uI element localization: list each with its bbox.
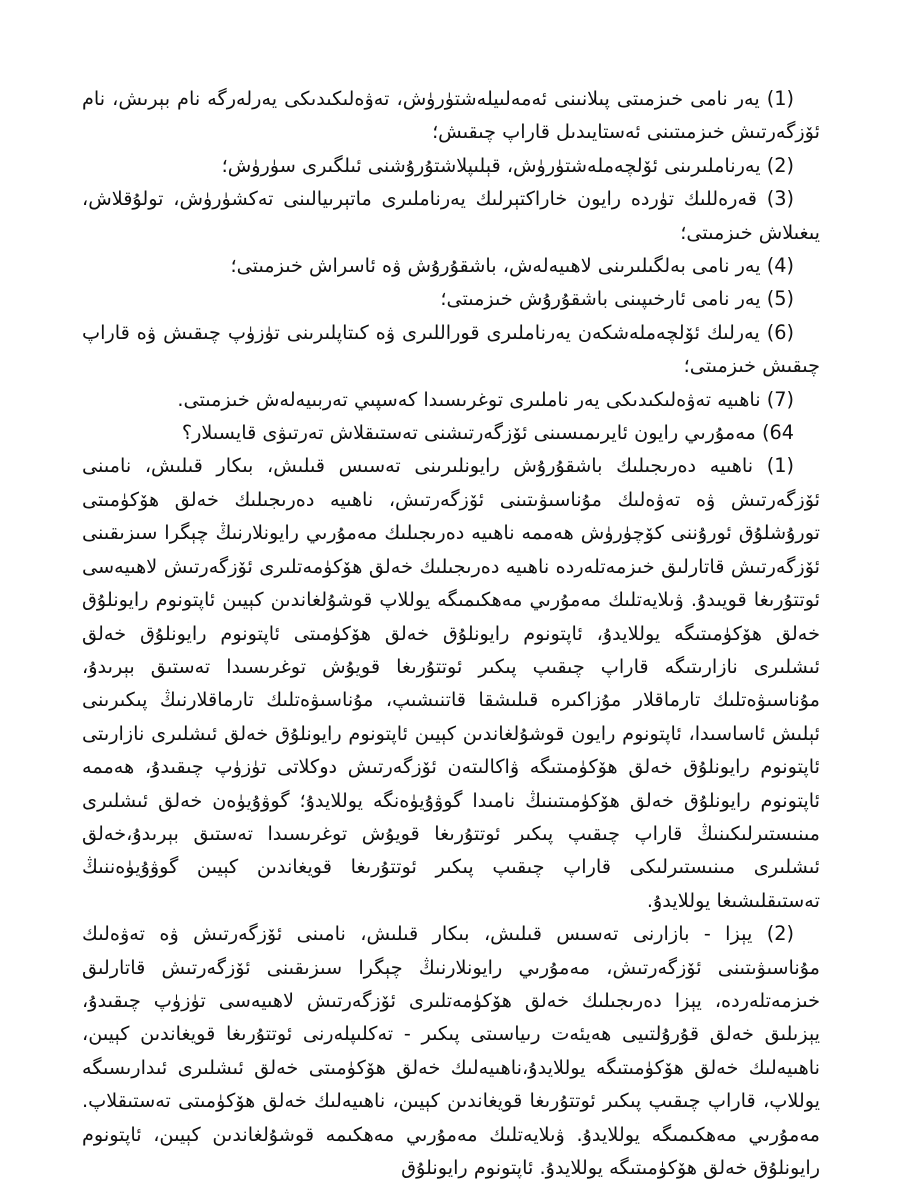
paragraph-item-5: (5) يەر نامى ئارخىپىنى باشقۇرۇش خىزمىتى؛ xyxy=(440,287,794,311)
paragraph-item-6: (6) يەرلىك ئۆلچەملەشكەن يەرناملىرى قوراللىرى ۋە كىتاپلىرىنى تۈزۈپ چىقىش ۋە قاراپ چىقىش خىزمىتى؛ xyxy=(82,320,820,378)
paragraph-item-4: (4) يەر نامى بەلگىلىرىنى لاھىيەلەش، باشقۇرۇش ۋە ئاسراش خىزمىتى؛ xyxy=(230,254,794,278)
document-page xyxy=(82,82,820,1184)
paragraph-item-2: (2) يەرناملىرىنى ئۆلچەملەشتۈرۈش، قېلىپلاشتۇرۇشنى ئىلگىرى سۈرۈش؛ xyxy=(221,153,794,177)
paragraph-item-7: (7) ناھىيە تەۋەلىكىدىكى يەر ناملىرى توغرىسىدا كەسپىي تەربىيەلەش خىزمىتى. xyxy=(177,387,794,411)
paragraph-item-3: (3) قەرەللىك تۈردە رايون خاراكتېرلىك يەرناملىرى ماتېرىيالىنى تەكشۈرۈش، تولۇقلاش، يىغىلاش خىزمىتى؛ xyxy=(82,187,820,244)
paragraph-item-1: (1) يەر نامى خىزمىتى پىلانىنى ئەمەلىيلەشتۈرۈش، تەۋەلىكىدىكى يەرلەرگە نام بېرىش، نام ئۆزگەرتىش خىزمىتىنى ئەستايىدىل قاراپ چىقىش؛ xyxy=(82,87,820,144)
question-heading-64: 64) مەمۇرىي رايون ئايرىمىسىنى ئۆزگەرتىشنى تەستىقلاش تەرتىۋى قايسىلار؟ xyxy=(181,421,794,445)
answer-paragraph-2: (2) يېزا - بازارنى تەسىس قىلىش، بىكار قىلىش، نامىنى ئۆزگەرتىش ۋە تەۋەلىك مۇناسىۋىتىنى ئۆزگەرتىش، مەمۇرىي رايونلارنىڭ چېگرا سىزىقىنى ئۆزگەرتىش قاتارلىق خىزمەتلەردە، يېزا دەرىجىلىك خەلق ھۆكۈمەتلىرى ئۆزگەرتىش لاھىيەسى تۈزۈپ چىقىدۇ، يېزىلىق خەلق قۇرۇلتىيى ھەيئەت رىياسىتى پىكىر - تەكلىپلەرنى ئوتتۇرىغا قويغاندىن كېيىن، ناھىيەلىك خەلق ھۆكۈمىتىگە يوللايدۇ،ناھىيەلىك خەلق ھۆكۈمىتى خەلق ئىشلىرى ئىدارىسىگە يوللاپ، قاراپ چىقىپ پىكىر ئوتتۇرىغا قويغاندىن كېيىن، ناھىيەلىك خەلق ھۆكۈمىتى تەستىقلاپ. مەمۇرىي مەھكىمىگە يوللايدۇ. ۋىلايەتلىك مەمۇرىي مەھكىمە قوشۇلغاندىن كېيىن، ئاپتونوم رايونلۇق خەلق ھۆكۈمىتىگە يوللايدۇ. ئاپتونوم رايونلۇق xyxy=(82,922,820,1179)
answer-paragraph-1: (1) ناھىيە دەرىجىلىك باشقۇرۇش رايونلىرىنى تەسىس قىلىش، بىكار قىلىش، نامىنى ئۆزگەرتىش ۋە تەۋەلىك مۇناسىۋىتىنى ئۆزگەرتىش، ناھىيە دەرىجىلىك خەلق ھۆكۈمىتى تورۇشلۇق ئورۇننى كۆچۈرۈش ھەممە ناھىيە دەرىجىلىك مەمۇرىي رايونلارنىڭ چېگرا سىزىقىنى ئۆزگەرتىش قاتارلىق خىزمەتلەردە ناھىيە دەرىجىلىك خەلق ھۆكۈمەتلىرى ئۆزگەرتىش لاھىيەسى ئوتتۇرىغا قويىدۇ. ۋىلايەتلىك مەمۇرىي مەھكىمىگە يوللاپ قوشۇلغاندىن كېيىن ئاپتونوم رايونلۇق خەلق ھۆكۈمىتىگە يوللايدۇ، ئاپتونوم رايونلۇق خەلق ھۆكۈمىتى ئاپتونوم رايونلۇق خەلق ئىشلىرى نازارىتىگە قاراپ چىقىپ پىكىر ئوتتۇرىغا قويۇش توغرىسىدا تەستىق بېرىدۇ، مۇناسىۋەتلىك تارماقلار مۇزاكىرە قىلىشقا قاتنىشىپ، مۇناسىۋەتلىك تارماقلارنىڭ پىكىرىنى ئېلىش ئاساسىدا، ئاپتونوم رايون قوشۇلغاندىن كېيىن ئاپتونوم رايونلۇق خەلق ئىشلىرى نازارىتى ئاپتونوم رايونلۇق خەلق ھۆكۈمىتىگە ۋاكالىتەن ئۆزگەرتىش دوكلاتى تۈزۈپ چىقىدۇ، ھەممە ئاپتونوم رايونلۇق خەلق ھۆكۈمىتىنىڭ نامىدا گوۋۇيۈەنگە يوللايدۇ؛ گوۋۇيۈەن خەلق ئىشلىرى مىنىستىرلىكىنىڭ قاراپ چىقىپ پىكىر ئوتتۇرىغا قويۇش توغرىسىدا تەستىق بېرىدۇ،خەلق ئىشلىرى مىنىستىرلىكى قاراپ چىقىپ پىكىر ئوتتۇرىغا قويغاندىن كېيىن گوۋۇيۈەننىڭ تەستىقلىشىغا يوللايدۇ. xyxy=(82,454,820,912)
